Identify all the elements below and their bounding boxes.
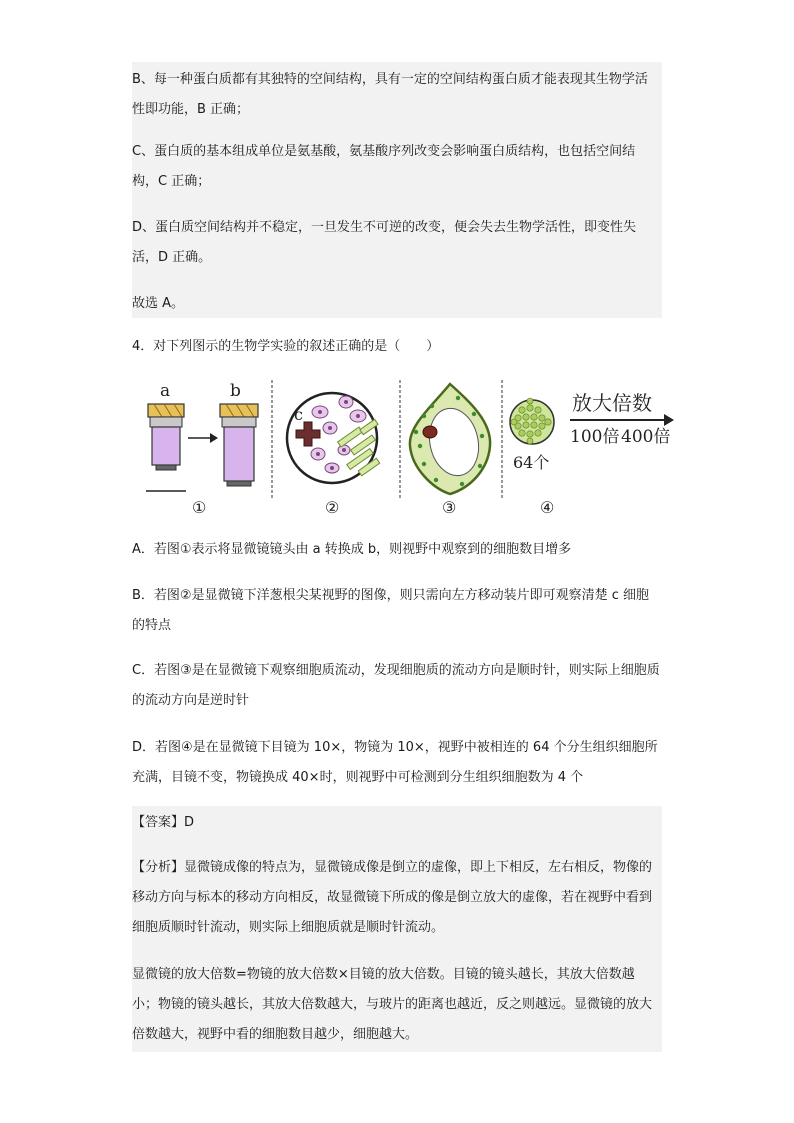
- magnification-title: 放大倍数: [572, 391, 652, 415]
- prev-option-d: D、蛋白质空间结构并不稳定，一旦发生不可逆的改变，便会失去生物学活性，即变性失活，D 正确。: [132, 220, 637, 265]
- objective-b-label: b: [230, 381, 241, 401]
- panel-2-number: ②: [325, 498, 340, 517]
- panel-1-number: ①: [192, 498, 207, 517]
- option-b: B．若图②是显微镜下洋葱根尖某视野的图像，则只需向左方移动装片即可观察清楚 c 细胞的特点: [132, 588, 649, 633]
- magnification-from: 100倍: [570, 427, 620, 447]
- objective-a-label: a: [160, 381, 171, 401]
- microscope-figure: [132, 376, 677, 521]
- nucleus: [423, 426, 437, 438]
- analysis-paragraph-1: 【分析】显微镜成像的特点为，显微镜成像是倒立的虚像，即上下相反，左右相反，物像的移动方向与标本的移动方向相反，故显微镜下所成的像是倒立放大的虚像，若在视野中看到细胞质顺时针流动，则实际上细胞质就是顺时针流动。: [132, 860, 653, 935]
- objective-a-cap: [148, 404, 184, 417]
- panel-2-root-tip-view: [287, 393, 380, 517]
- option-c: C．若图③是在显微镜下观察细胞质流动，发现细胞质的流动方向是顺时针，则实际上细胞质的流动方向是逆时针: [132, 663, 660, 708]
- panel-1-objectives: [146, 381, 258, 517]
- answer-label: 【答案】D: [132, 815, 195, 830]
- panel-4-meristem-view: [510, 391, 674, 517]
- cell-count-label: 64个: [513, 453, 550, 472]
- option-a: A．若图①表示将显微镜镜头由 a 转换成 b，则视野中观察到的细胞数目增多: [132, 542, 572, 557]
- panel-3-plant-cell: [410, 384, 490, 517]
- objective-a-body: [152, 427, 180, 465]
- prev-option-c: C、蛋白质的基本组成单位是氨基酸，氨基酸序列改变会影响蛋白质结构，也包括空间结构，C 正确；: [132, 144, 636, 189]
- analysis-paragraph-2: 显微镜的放大倍数=物镜的放大倍数×目镜的放大倍数。目镜的镜头越长，其放大倍数越小；物镜的镜头越长，其放大倍数越大，与玻片的距离也越近，反之则越远。显微镜的放大倍数越大，视野中看的细胞数目越少，细胞越大。: [132, 967, 653, 1042]
- prev-option-b: B、每一种蛋白质都有其独特的空间结构，具有一定的空间结构蛋白质才能表现其生物学活性即功能，B 正确；: [132, 72, 648, 117]
- panel-3-number: ③: [442, 498, 457, 517]
- option-d: D．若图④是在显微镜下目镜为 10×，物镜为 10×，视野中被相连的 64 个分生组织细胞所充满，目镜不变，物镜换成 40×时，则视野中可检测到分生组织细胞数为 4 个: [132, 740, 658, 785]
- prev-conclusion: 故选 A。: [132, 296, 185, 311]
- question-4-stem: 4．对下列图示的生物学实验的叙述正确的是（ ）: [132, 339, 440, 354]
- panel-4-number: ④: [540, 498, 555, 517]
- objective-b-body: [224, 427, 254, 481]
- magnification-to: 400倍: [621, 427, 671, 447]
- cell-c-label: c: [294, 405, 303, 424]
